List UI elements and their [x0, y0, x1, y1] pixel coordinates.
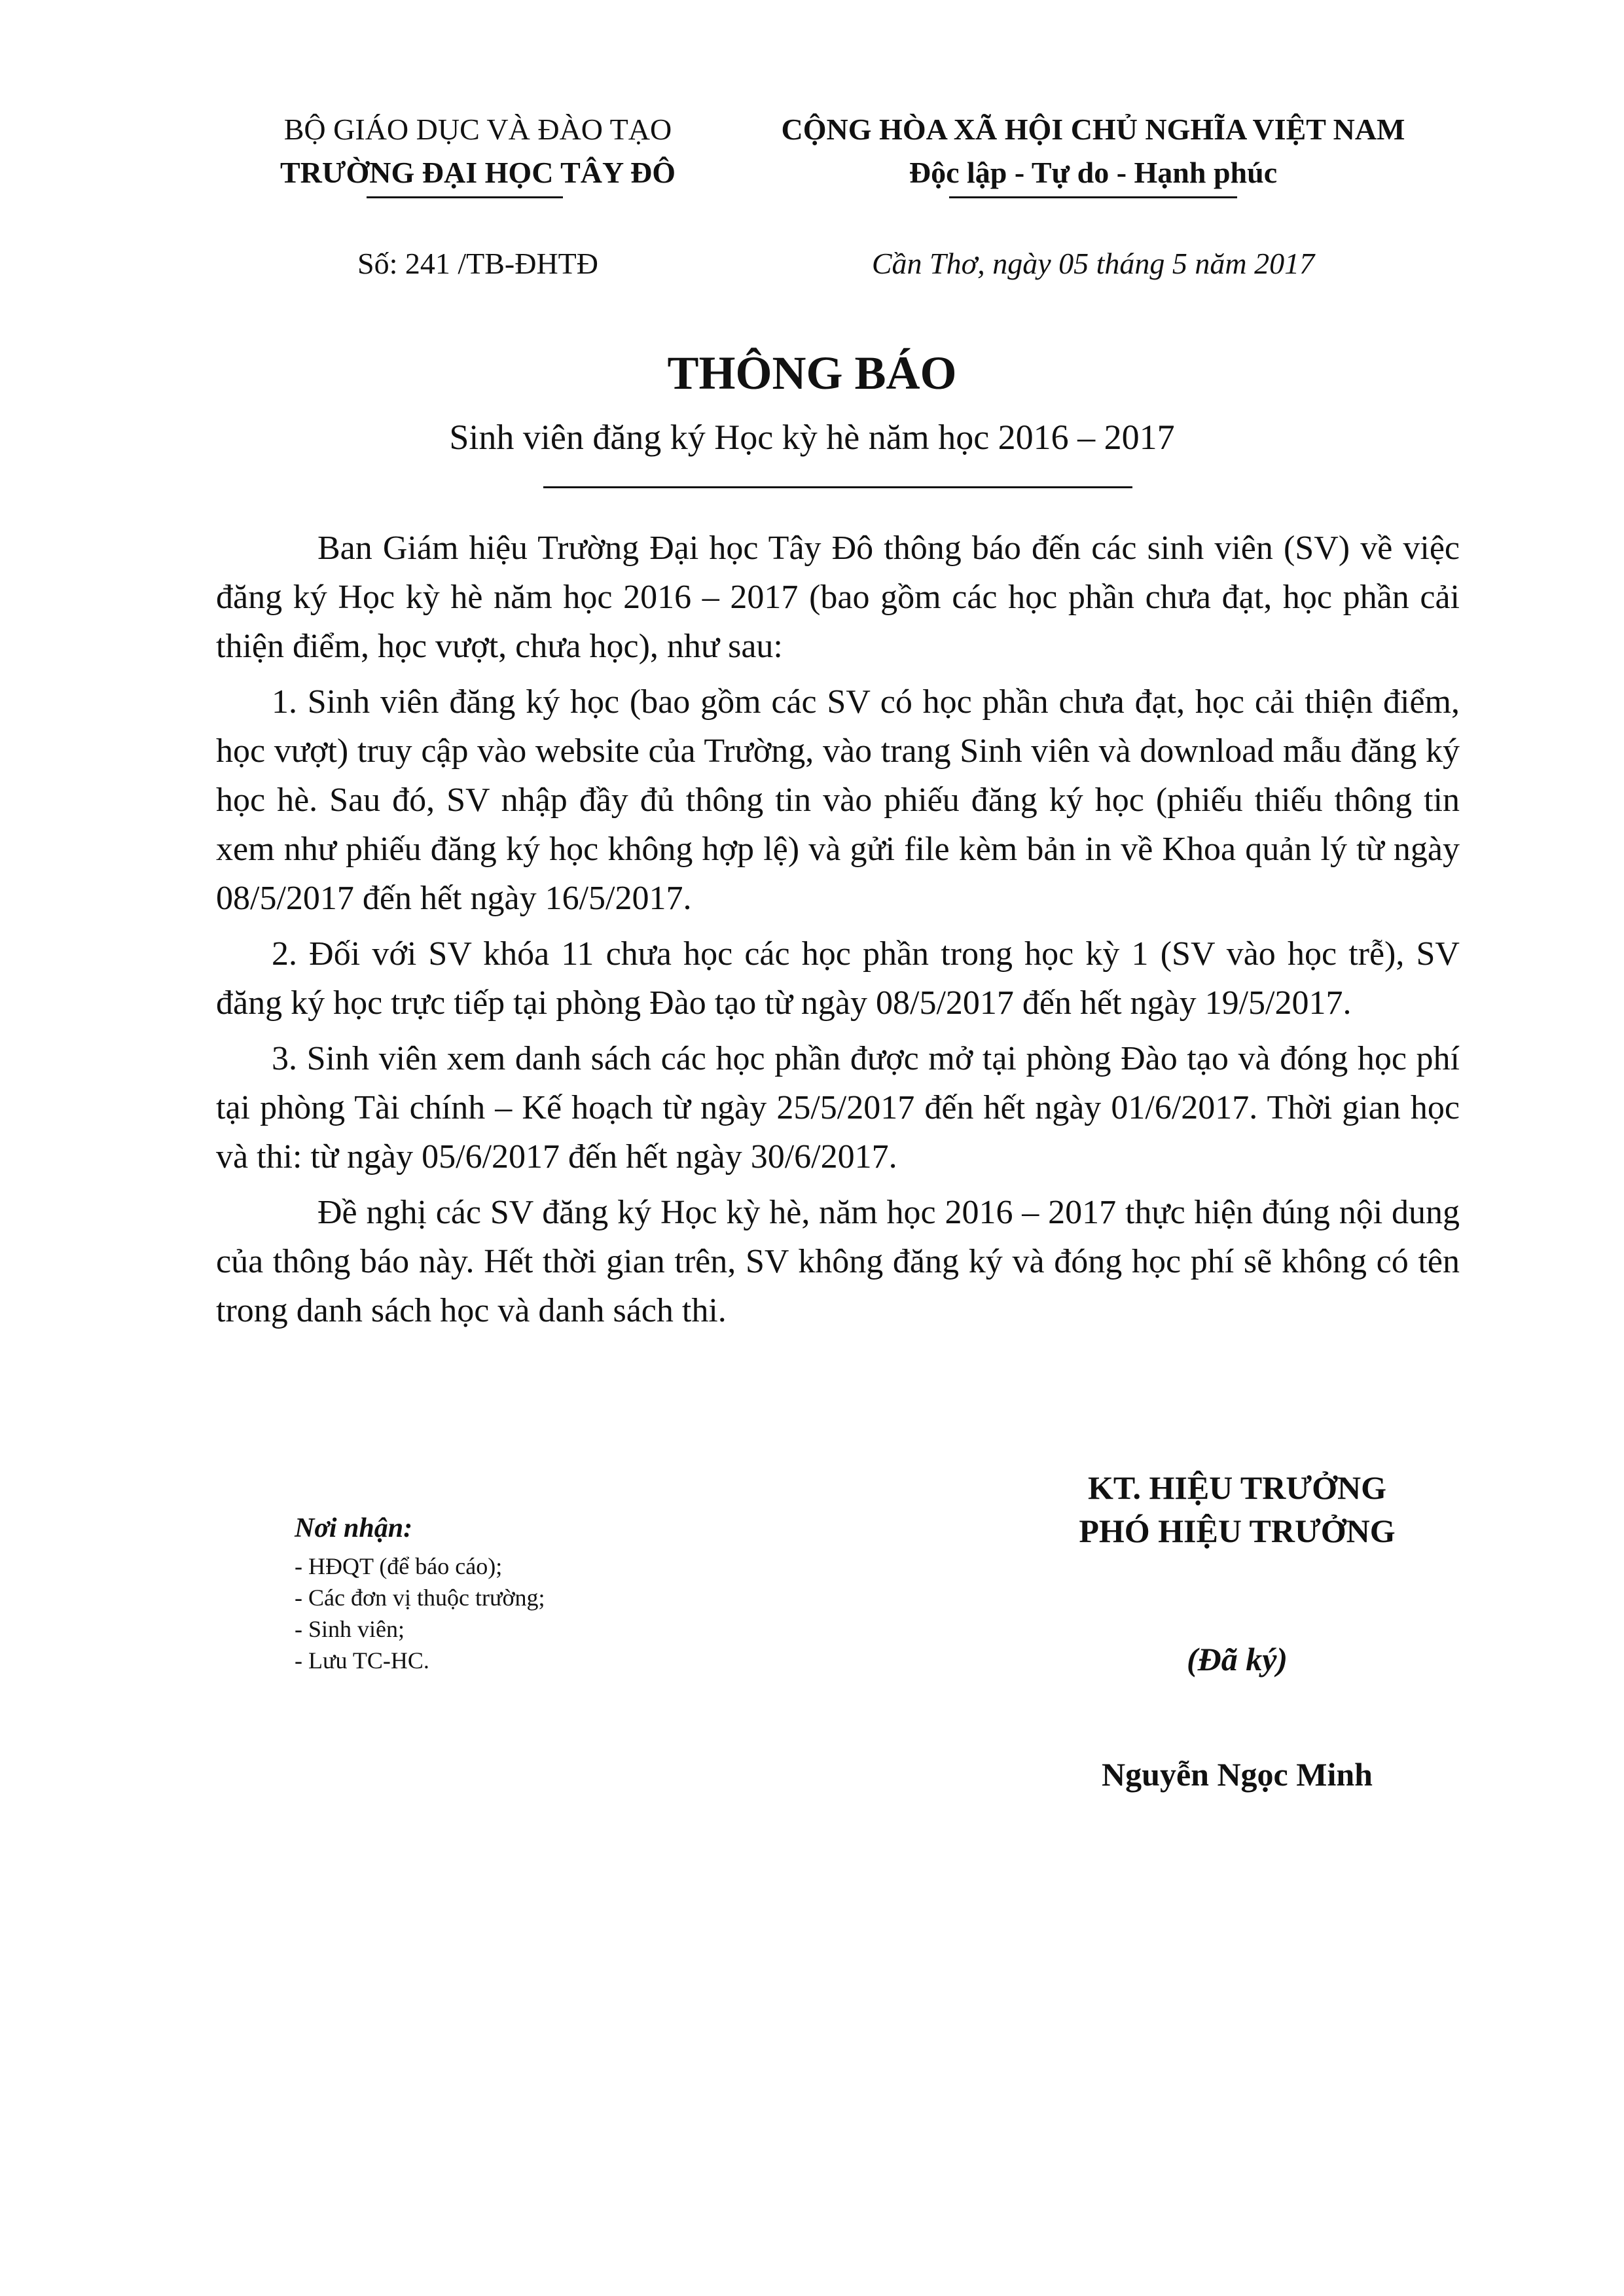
recipients-block [295, 1509, 884, 1676]
signed-note: (Đã ký) [1186, 1641, 1288, 1677]
list-item: 3. Sinh viên xem danh sách các học phần được mở tại phòng Đào tạo và đóng học phí tại phòng Tài chính – Kế hoạch từ ngày 25/5/2017 đến hết ngày 01/6/2017. Thời gian học và thi: từ ngày 05/6/2017 đến hết ngày 30/6/2017. [216, 1040, 1460, 1175]
list-item: 1. Sinh viên đăng ký học (bao gồm các SV có học phần chưa đạt, học cải thiện điểm, học vượt) truy cập vào website của Trường, vào trang Sinh viên và download mẫu đăng ký học hè. Sau đó, SV nhập đầy đủ thông tin vào phiếu đăng ký học (phiếu thiếu thông tin xem như phiếu đăng ký học không hợp lệ) và gửi file kèm bản in về Khoa quản lý từ ngày 08/5/2017 đến hết ngày 16/5/2017. [216, 683, 1460, 917]
date-line: Cần Thơ, ngày 05 tháng 5 năm 2017 [871, 247, 1315, 280]
document-subtitle: Sinh viên đăng ký Học kỳ hè năm học 2016 – 2017 [449, 418, 1175, 457]
recipients-title: Nơi nhận: [295, 1513, 413, 1543]
intro-paragraph: Ban Giám hiệu Trường Đại học Tây Đô thông báo đến các sinh viên (SV) về việc đăng ký Học kỳ hè năm học 2016 – 2017 (bao gồm các học phần chưa đạt, học phần cải thiện điểm, học vượt, chưa học), như sau: [216, 529, 1460, 665]
closing-paragraph: Đề nghị các SV đăng ký Học kỳ hè, năm học 2016 – 2017 thực hiện đúng nội dung của thông báo này. Hết thời gian trên, SV không đăng ký và đóng học phí sẽ không có tên trong danh sách học và danh sách thi. [216, 1194, 1460, 1329]
signer-name: Nguyễn Ngọc Minh [1102, 1756, 1373, 1793]
document-title: THÔNG BÁO [667, 347, 957, 399]
recipient-item: - HĐQT (để báo cáo); [295, 1553, 503, 1579]
country-name: CỘNG HÒA XÃ HỘI CHỦ NGHĨA VIỆT NAM [781, 113, 1405, 146]
national-motto: Độc lập - Tự do - Hạnh phúc [909, 156, 1278, 189]
signer-role-secondary: PHÓ HIỆU TRƯỞNG [1079, 1513, 1396, 1549]
school-name: TRƯỜNG ĐẠI HỌC TÂY ĐÔ [280, 156, 676, 189]
header-right-underline [949, 196, 1237, 198]
signer-role-primary: KT. HIỆU TRƯỞNG [1087, 1469, 1387, 1506]
list-item: 2. Đối với SV khóa 11 chưa học các học phần trong học kỳ 1 (SV vào học trễ), SV đăng ký học trực tiếp tại phòng Đào tạo từ ngày 08/5/2017 đến hết ngày 19/5/2017. [216, 935, 1460, 1022]
title-underline [543, 486, 1132, 488]
header-national [727, 108, 1460, 194]
ministry-name: BỘ GIÁO DỤC VÀ ĐÀO TẠO [283, 113, 672, 146]
recipient-item: - Sinh viên; [295, 1616, 405, 1642]
header-left-underline [367, 196, 563, 198]
recipient-item: - Lưu TC-HC. [295, 1647, 429, 1674]
signature-block [943, 1466, 1532, 1796]
header-organization [216, 108, 740, 194]
document-number: Số: 241 /TB-ĐHTĐ [357, 247, 598, 280]
document-body [216, 524, 1460, 1335]
recipient-item: - Các đơn vị thuộc trường; [295, 1585, 545, 1611]
recipients-list [295, 1551, 884, 1676]
